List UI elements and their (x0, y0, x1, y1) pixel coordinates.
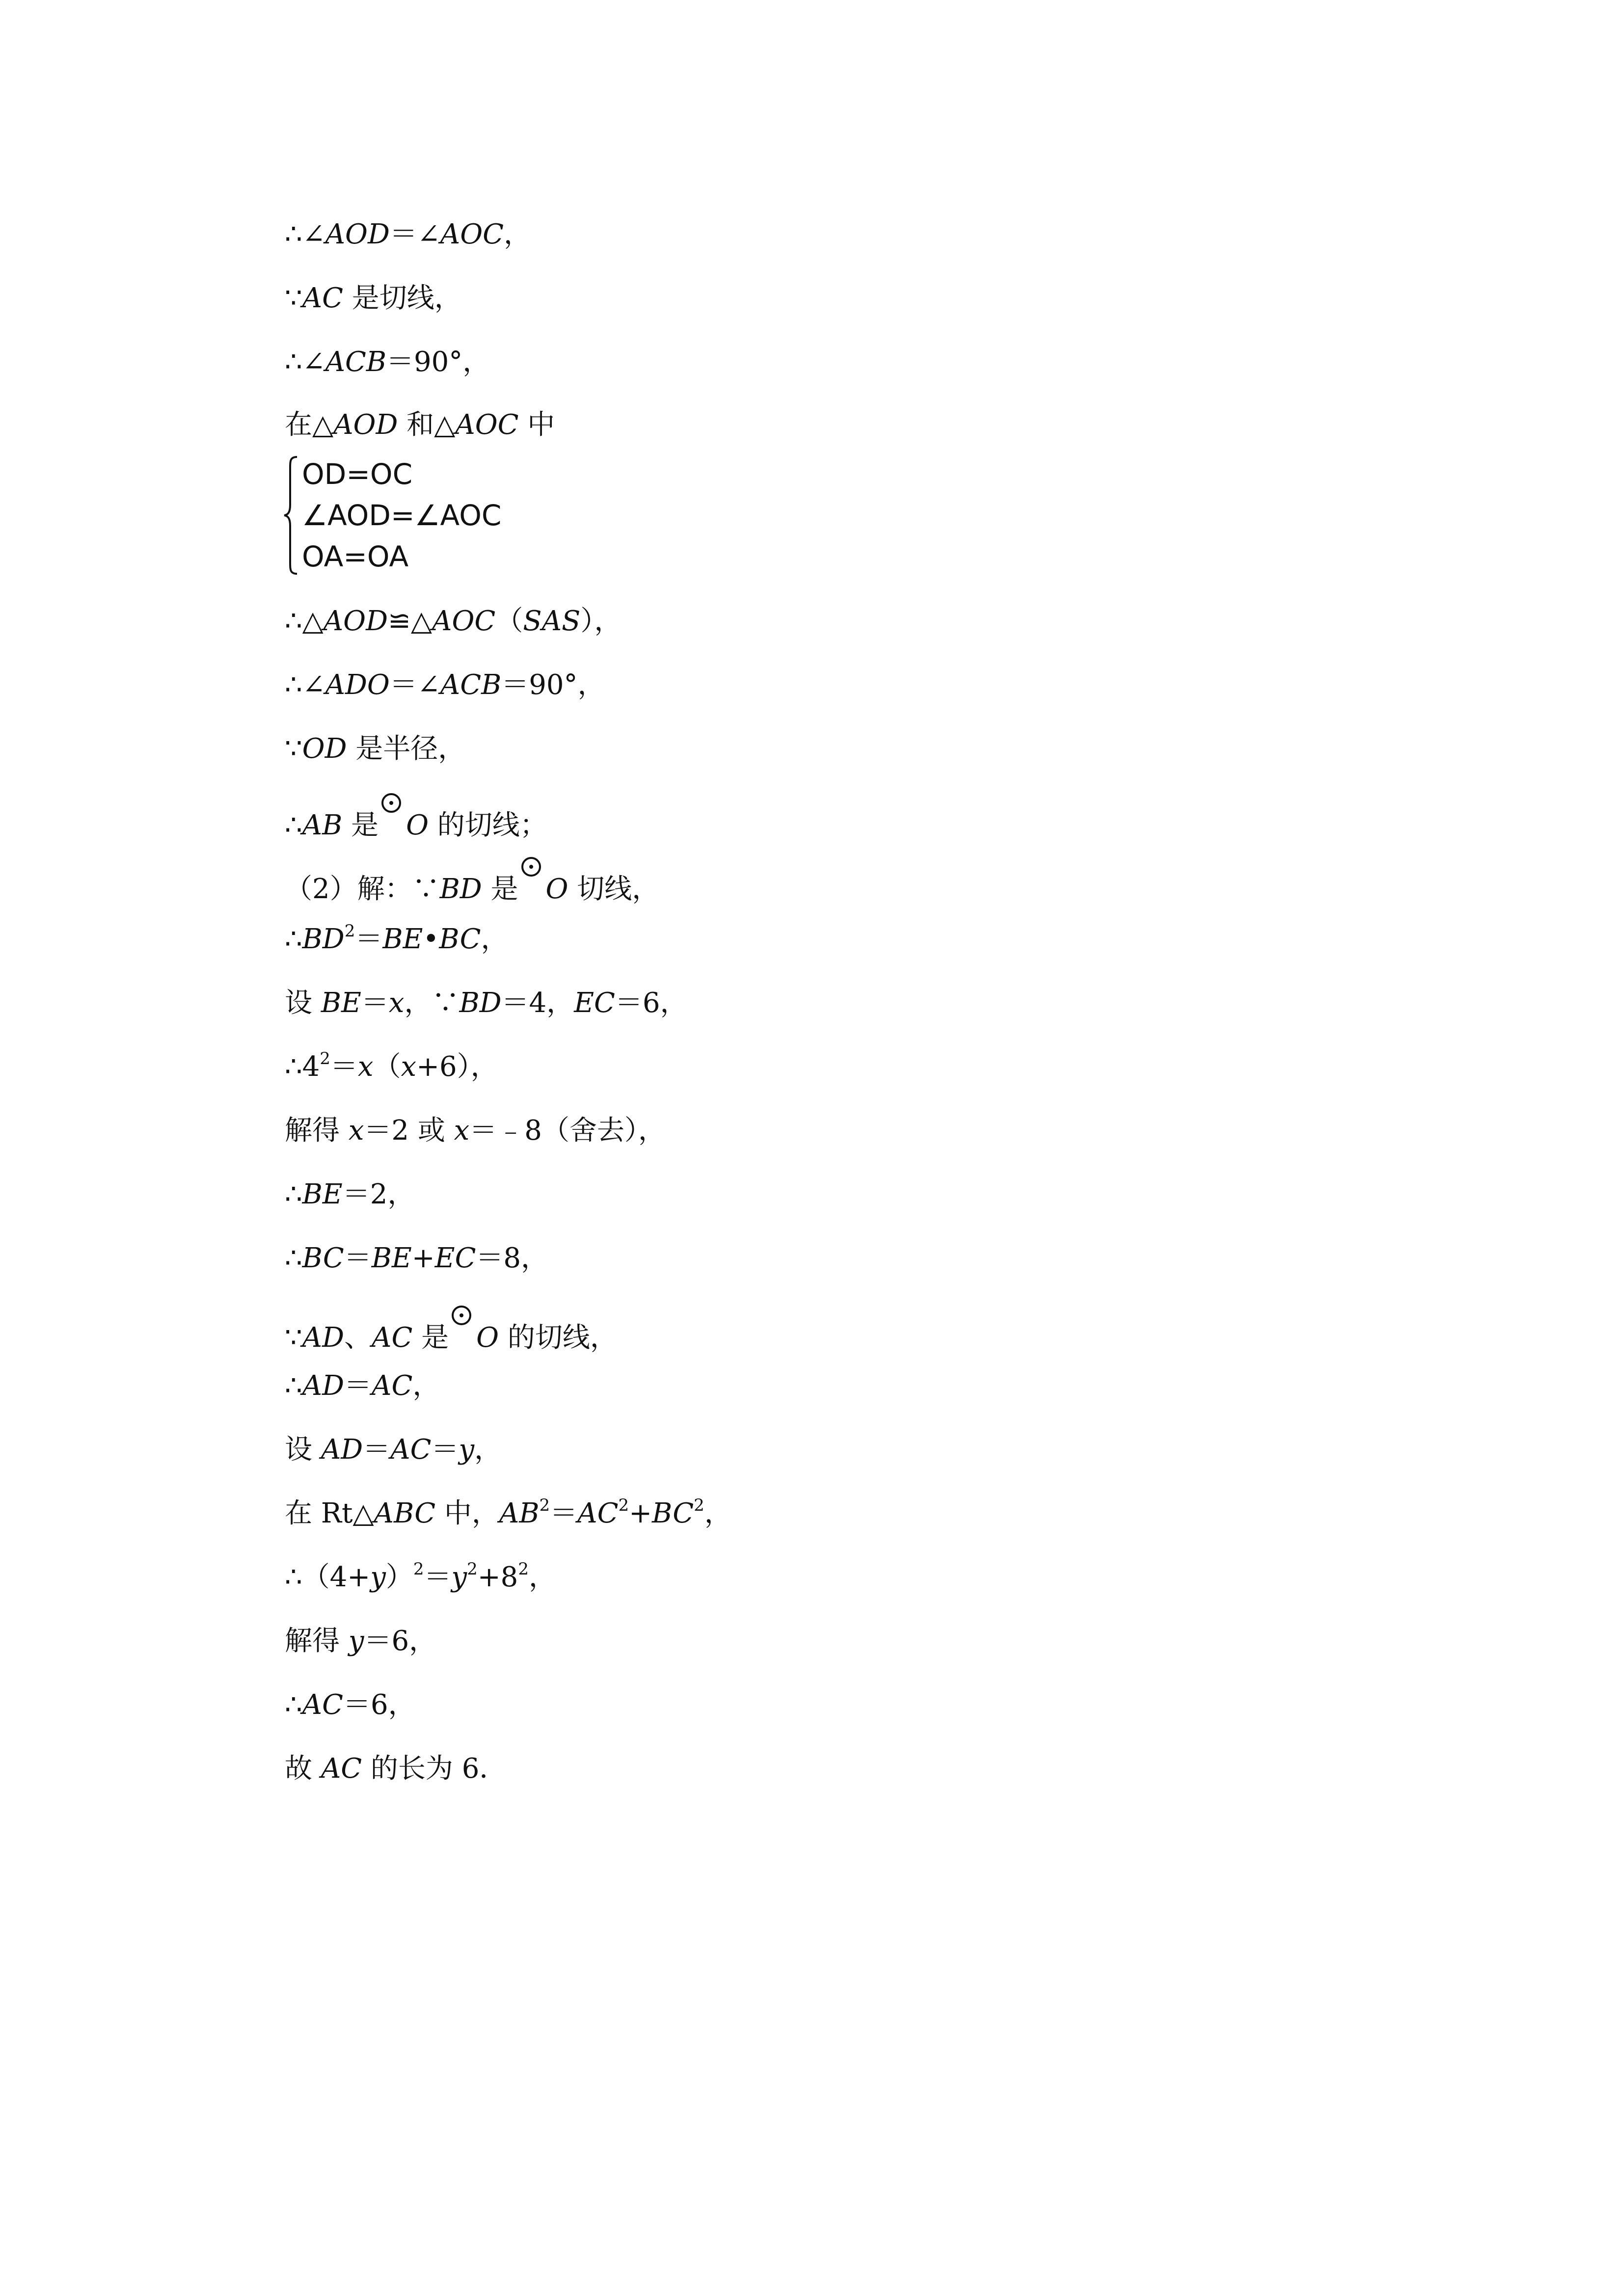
proof-line-23: 故 AC 的长为 6． (285, 1753, 507, 1785)
circle-dot-icon (518, 854, 546, 881)
proof-line-21: 解得 y＝6， (285, 1625, 437, 1657)
proof-line-3: ∴∠ACB＝90°， (285, 346, 490, 378)
proof-line-12: $\therefore 4^2=x(x+6)$， (285, 1049, 498, 1083)
proof-line-5: ∴△AOD≌△AOC（SAS）， (285, 605, 622, 637)
proof-line-18: 设 AD＝AC＝y， (285, 1434, 502, 1466)
proof-line-17: ∴AD＝AC， (285, 1370, 440, 1402)
proof-line-22: ∴AC＝6， (285, 1689, 416, 1721)
proof-line-15: ∴BC＝BE+EC＝8， (285, 1242, 549, 1274)
proof-line-1: ∴∠AOD＝∠AOC， (285, 218, 531, 250)
proof-line-13: 解得 x＝2 或 x＝﹣8（舍去）， (285, 1115, 666, 1147)
proof-line-7: ∵OD 是半径， (285, 733, 466, 765)
proof-line-2: ∵AC 是切线， (285, 282, 462, 314)
proof-line-4: 在△AOD 和△AOC 中 (285, 409, 555, 441)
proof-line-8: ∴AB 是 O 的切线； (285, 790, 547, 829)
proof-line-16: ∵AD、AC 是 O 的切线， (285, 1303, 618, 1342)
system-row-2: ∠AOD=∠AOC (302, 499, 502, 532)
proof-line-19: 在 Rt△ABC 中，$AB^2=AC^2+BC^2$， (285, 1495, 732, 1529)
system-row-3: OA=OA (302, 540, 409, 573)
proof-line-6: ∴∠ADO＝∠ACB＝90°， (285, 669, 605, 701)
congruence-system (282, 454, 538, 577)
circle-dot-icon (449, 1303, 476, 1330)
circle-dot-icon (379, 790, 406, 818)
system-row-1: OD=OC (302, 457, 413, 491)
proof-line-10: $\therefore BD^2=BE•BC$， (285, 921, 509, 955)
proof-line-11: 设 BE＝x，∵BD＝4，EC＝6， (285, 987, 688, 1019)
proof-line-20: $\therefore(4+y)^2=y^2+8^2$， (285, 1559, 556, 1593)
left-brace-icon (282, 454, 300, 577)
proof-line-9: （2）解：∵BD 是 O 切线， (285, 854, 659, 893)
proof-line-14: ∴BE＝2， (285, 1178, 415, 1210)
